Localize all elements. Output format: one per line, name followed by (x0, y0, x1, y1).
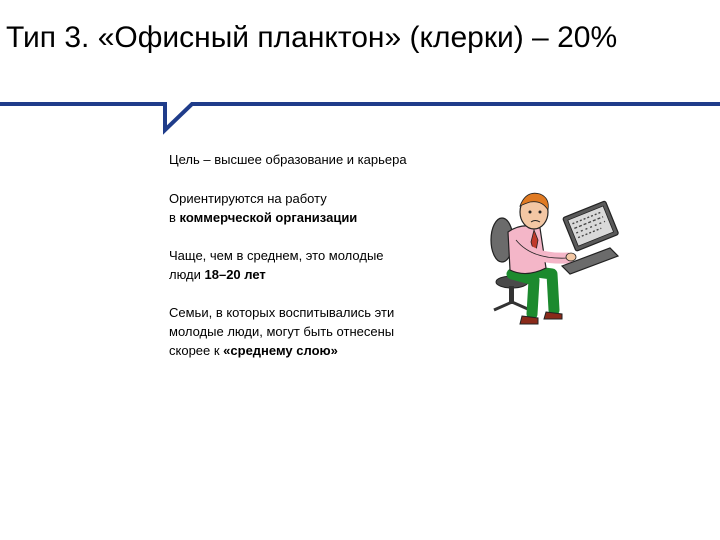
bullet-text: скорее к (169, 343, 224, 358)
bullet-text: в (169, 210, 180, 225)
bullet-emphasis: «среднему слою» (223, 343, 338, 358)
bullet-emphasis: 18–20 лет (204, 267, 266, 282)
bullet-text: Ориентируются на работу (169, 191, 327, 206)
bullet-text: люди (169, 267, 205, 282)
bullet-text: Семьи, в которых воспитывались эти (169, 305, 395, 320)
slide-title: Тип 3. «Офисный планктон» (клерки) – 20% (6, 21, 618, 54)
bullet-point (169, 189, 469, 227)
bullet-point (169, 303, 469, 360)
office-clerk-illustration (482, 182, 632, 337)
bullet-text: молодые люди, могут быть отнесены (169, 324, 395, 339)
bullet-point (169, 150, 469, 169)
bullet-text: Цель – высшее образование и карьера (169, 152, 407, 167)
bullet-emphasis: коммерческой организации (179, 210, 358, 225)
callout-divider (0, 88, 720, 136)
bullet-list (169, 150, 469, 379)
bullet-text: Чаще, чем в среднем, это молодые (169, 248, 384, 263)
bullet-point (169, 246, 469, 284)
